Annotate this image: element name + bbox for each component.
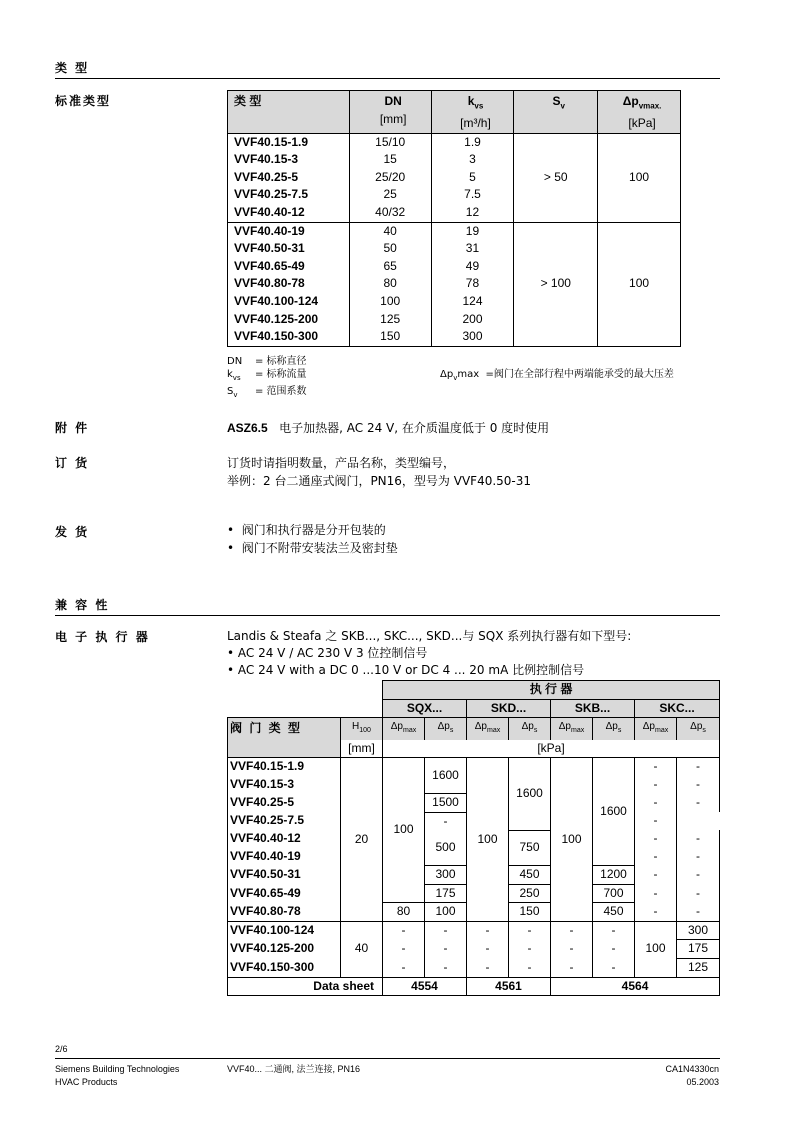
- table-row: VVF40.100-124 100 124: [228, 293, 681, 311]
- delivery-item: 阀门和执行器是分开包装的: [241, 523, 386, 537]
- footer-rule: [55, 1058, 720, 1059]
- footer-title: VVF40... 二通阀, 法兰连接, PN16: [227, 1064, 361, 1074]
- table-row: VVF40.40-19 - -: [228, 848, 720, 866]
- label-accessory: 附 件: [55, 421, 90, 435]
- table-row: VVF40.125-200 - - - - - - 175: [228, 940, 720, 959]
- table-row: VVF40.25-7.5 25 7.5: [228, 186, 681, 204]
- col-type: 类 型: [228, 91, 350, 134]
- section-rule: [55, 615, 720, 616]
- table-row: VVF40.15-3 15 3: [228, 151, 681, 169]
- label-delivery: 发 货: [55, 525, 90, 539]
- table-row: VVF40.40-12 500 750 - -: [228, 830, 720, 848]
- table-row: VVF40.15-1.9 20 100 1600 100 1600 100 1600 - -: [228, 758, 720, 776]
- table-row: VVF40.80-78 80 100 150 450 - -: [228, 903, 720, 922]
- table-row: VVF40.125-200 125 200: [228, 311, 681, 329]
- table-row: VVF40.150-300 150 300: [228, 328, 681, 346]
- compatibility-table: 执 行 器 SQX... SKD... SKB... SKC... 阀 门 类 型 $H_{100}$ $\Delta p_{max}$ $\Delta p_s$ $\Delta p_{max}$ $\Delta p_s$ $\Delta p_{max}$ $\Delta p_s$ $\Delta p_{max}$ $\Delta p_s$ [mm] [kPa] VVF40.15-1.9 20 100 1600 100 1600 100 1600 - - VVF40.15-3 - - VVF40.25-5 1500 - - VVF40.25-7.5 - - VVF40.40-12 500 750 - - VVF40.40-19 - - VVF40.50-31 300 450 1200 - - VVF40.65-49 175 250 700 - - VVF40.80-78 80 100 150 450 - - VVF40.100-124 40 - - - - - - 100 300 VVF40.125-200 - - - - - - 175 VVF40.150-300 - - - - - - 125 Data sheet 4554 4561 4564: [227, 680, 720, 996]
- delivery-item: 阀门不附带安装法兰及密封垫: [241, 541, 398, 555]
- table-row: VVF40.40-12 40/32 12: [228, 204, 681, 222]
- legend: DN = 标称直径 $k_{vs}$ = 标称流量 $S_v$ = 范围系数: [227, 356, 307, 399]
- col-dn: DN [mm]: [349, 91, 431, 134]
- table-row: VVF40.50-31 50 31: [228, 240, 681, 258]
- label-standard-types: 标准类型: [55, 94, 112, 108]
- order-text: 订货时请指明数量，产品名称，类型编号， 举例：2 台二通座式阀门，PN16，型号为 VVF40.50-31: [227, 456, 532, 488]
- footer-doc: CA1N4330cn 05.2003: [665, 1064, 719, 1087]
- section-title-type: 类 型: [55, 61, 90, 75]
- actuators-intro: Landis & Steafa 之 SKB..., SKC..., SKD...与 SQX 系列执行器有如下型号: • AC 24 V / AC 230 V 3 位控制信号 • AC 24 V with a DC 0 ...10 V or DC 4 ... 20 mA 比例控制信号: [227, 629, 632, 677]
- section-rule: [55, 78, 720, 79]
- page-number: 2/6: [55, 1044, 68, 1054]
- col-sv: $S_v$: [514, 91, 598, 134]
- table-row: VVF40.15-1.9 15/10 1.9 > 50 100: [228, 133, 681, 151]
- datasheet-row: Data sheet 4554 4561 4564: [228, 977, 720, 996]
- table-row: VVF40.25-5 1500 - -: [228, 794, 720, 813]
- table-row: VVF40.65-49 175 250 700 - -: [228, 884, 720, 903]
- table-row: VVF40.15-3 - -: [228, 776, 720, 794]
- table-row: VVF40.100-124 40 - - - - - - 100 300: [228, 921, 720, 940]
- delivery-list: • 阀门和执行器是分开包装的 • 阀门不附带安装法兰及密封垫: [227, 523, 398, 555]
- accessory-text: ASZ6.5 电子加热器, AC 24 V, 在介质温度低于 0 度时使用: [227, 421, 550, 435]
- footer-company: Siemens Building Technologies HVAC Products: [55, 1064, 180, 1087]
- table-row: VVF40.25-5 25/20 5: [228, 169, 681, 187]
- table-row: VVF40.65-49 65 49: [228, 258, 681, 276]
- legend-dp: $\Delta p_v\max$ =阀门在全部行程中两端能承受的最大压差: [440, 369, 674, 382]
- table-row: VVF40.40-19 40 19 > 100 100: [228, 222, 681, 240]
- col-kvs: $k_{vs}$ [m³/h]: [431, 91, 514, 134]
- table-row: VVF40.150-300 - - - - - - 125: [228, 958, 720, 977]
- label-order: 订 货: [55, 456, 90, 470]
- col-dp: $\Delta p_{vmax.}$ [kPa]: [598, 91, 681, 134]
- table-row: VVF40.50-31 300 450 1200 - -: [228, 865, 720, 884]
- section-title-compat: 兼 容 性: [55, 598, 110, 612]
- label-actuators: 电 子 执 行 器: [55, 630, 150, 644]
- table-row: VVF40.25-7.5 - -: [228, 812, 720, 830]
- table-row: VVF40.80-78 80 78: [228, 275, 681, 293]
- standard-types-table: [227, 90, 681, 347]
